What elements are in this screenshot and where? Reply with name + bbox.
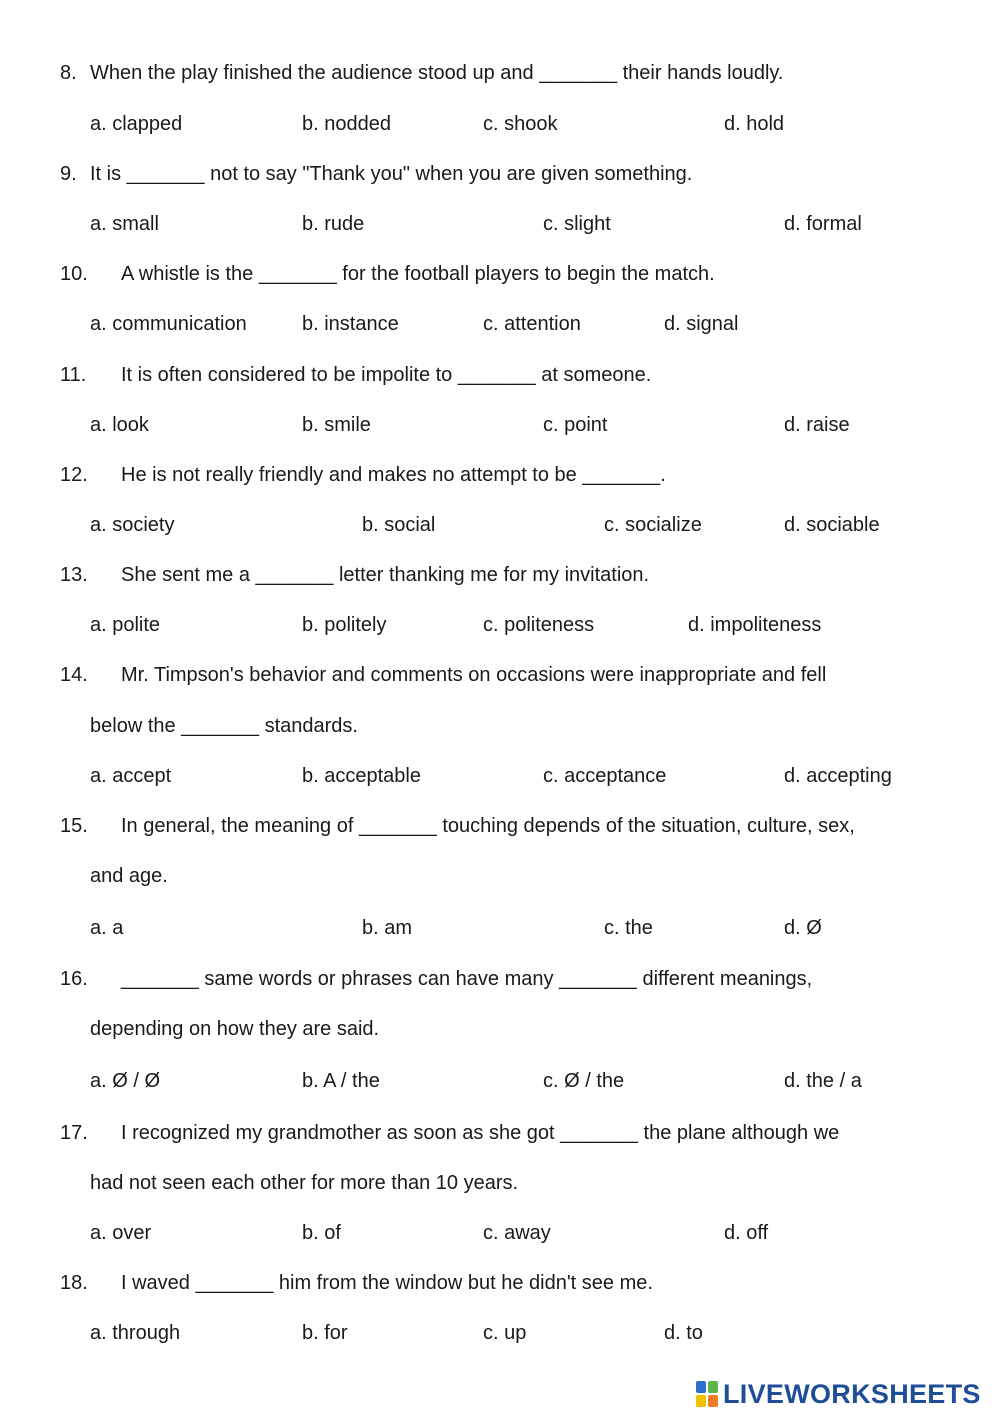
question-text: It is often considered to be impolite to _______ at someone. [121, 364, 652, 386]
answer-option-b[interactable]: b. politely [302, 614, 387, 636]
answer-option-a[interactable]: a. accept [90, 765, 172, 787]
answer-option-c[interactable]: c. point [543, 414, 608, 436]
answer-option-c[interactable]: c. attention [483, 313, 581, 335]
question-number: 16. [60, 968, 88, 990]
answer-option-d[interactable]: d. signal [664, 313, 739, 335]
question-text-continued: had not seen each other for more than 10 years. [90, 1172, 519, 1194]
question-number: 17. [60, 1122, 88, 1144]
answer-option-b[interactable]: b. nodded [302, 113, 391, 135]
question-text: She sent me a _______ letter thanking me for my invitation. [121, 564, 650, 586]
question-number: 9. [60, 163, 77, 185]
answer-option-c[interactable]: c. away [483, 1222, 551, 1244]
question-number: 18. [60, 1272, 88, 1294]
answer-option-a[interactable]: a. a [90, 917, 124, 939]
question-text: A whistle is the _______ for the football players to begin the match. [121, 263, 715, 285]
question-text-continued: depending on how they are said. [90, 1018, 380, 1040]
answer-option-b[interactable]: b. instance [302, 313, 399, 335]
answer-option-b[interactable]: b. A / the [302, 1070, 380, 1092]
answer-option-b[interactable]: b. social [362, 514, 436, 536]
logo-text: LIVEWORKSHEETS [723, 1379, 981, 1409]
answer-option-a[interactable]: a. communication [90, 313, 247, 335]
answer-option-b[interactable]: b. of [302, 1222, 341, 1244]
liveworksheets-logo-icon [696, 1380, 720, 1408]
answer-option-a[interactable]: a. society [90, 514, 175, 536]
question-text: Mr. Timpson's behavior and comments on occasions were inappropriate and fell [121, 664, 827, 686]
question-text: When the play finished the audience stood up and _______ their hands loudly. [90, 62, 784, 84]
question-text: I waved _______ him from the window but he didn't see me. [121, 1272, 653, 1294]
answer-option-b[interactable]: b. acceptable [302, 765, 421, 787]
answer-option-a[interactable]: a. Ø / Ø [90, 1070, 161, 1092]
answer-option-d[interactable]: d. Ø [784, 917, 822, 939]
answer-option-d[interactable]: d. off [724, 1222, 769, 1244]
question-text-continued: below the _______ standards. [90, 715, 358, 737]
question-number: 11. [60, 364, 87, 386]
question-number: 10. [60, 263, 88, 285]
question-text-continued: and age. [90, 865, 168, 887]
answer-option-a[interactable]: a. clapped [90, 113, 183, 135]
answer-option-a[interactable]: a. over [90, 1222, 152, 1244]
answer-option-c[interactable]: c. socialize [604, 514, 702, 536]
answer-option-d[interactable]: d. accepting [784, 765, 892, 787]
answer-option-b[interactable]: b. for [302, 1322, 348, 1344]
answer-option-d[interactable]: d. impoliteness [688, 614, 822, 636]
answer-option-d[interactable]: d. raise [784, 414, 850, 436]
answer-option-c[interactable]: c. slight [543, 213, 611, 235]
answer-option-d[interactable]: d. hold [724, 113, 785, 135]
answer-option-a[interactable]: a. look [90, 414, 149, 436]
answer-option-c[interactable]: c. up [483, 1322, 527, 1344]
answer-option-a[interactable]: a. small [90, 213, 159, 235]
question-text: In general, the meaning of _______ touching depends of the situation, culture, sex, [121, 815, 855, 837]
answer-option-d[interactable]: d. sociable [784, 514, 880, 536]
answer-option-c[interactable]: c. the [604, 917, 653, 939]
question-number: 8. [60, 62, 77, 84]
question-number: 13. [60, 564, 88, 586]
question-text: He is not really friendly and makes no attempt to be _______. [121, 464, 666, 486]
answer-option-c[interactable]: c. shook [483, 113, 558, 135]
answer-option-b[interactable]: b. smile [302, 414, 371, 436]
question-text: I recognized my grandmother as soon as she got _______ the plane although we [121, 1122, 840, 1144]
answer-option-a[interactable]: a. through [90, 1322, 181, 1344]
answer-option-d[interactable]: d. to [664, 1322, 703, 1344]
liveworksheets-logo [696, 1377, 981, 1411]
answer-option-d[interactable]: d. the / a [784, 1070, 862, 1092]
question-number: 15. [60, 815, 88, 837]
question-text: It is _______ not to say "Thank you" when you are given something. [90, 163, 693, 185]
answer-option-d[interactable]: d. formal [784, 213, 862, 235]
answer-option-b[interactable]: b. am [362, 917, 413, 939]
answer-option-b[interactable]: b. rude [302, 213, 365, 235]
question-text: _______ same words or phrases can have many _______ different meanings, [121, 968, 813, 990]
question-number: 12. [60, 464, 88, 486]
question-number: 14. [60, 664, 88, 686]
answer-option-c[interactable]: c. Ø / the [543, 1070, 625, 1092]
answer-option-a[interactable]: a. polite [90, 614, 161, 636]
answer-option-c[interactable]: c. acceptance [543, 765, 667, 787]
answer-option-c[interactable]: c. politeness [483, 614, 595, 636]
